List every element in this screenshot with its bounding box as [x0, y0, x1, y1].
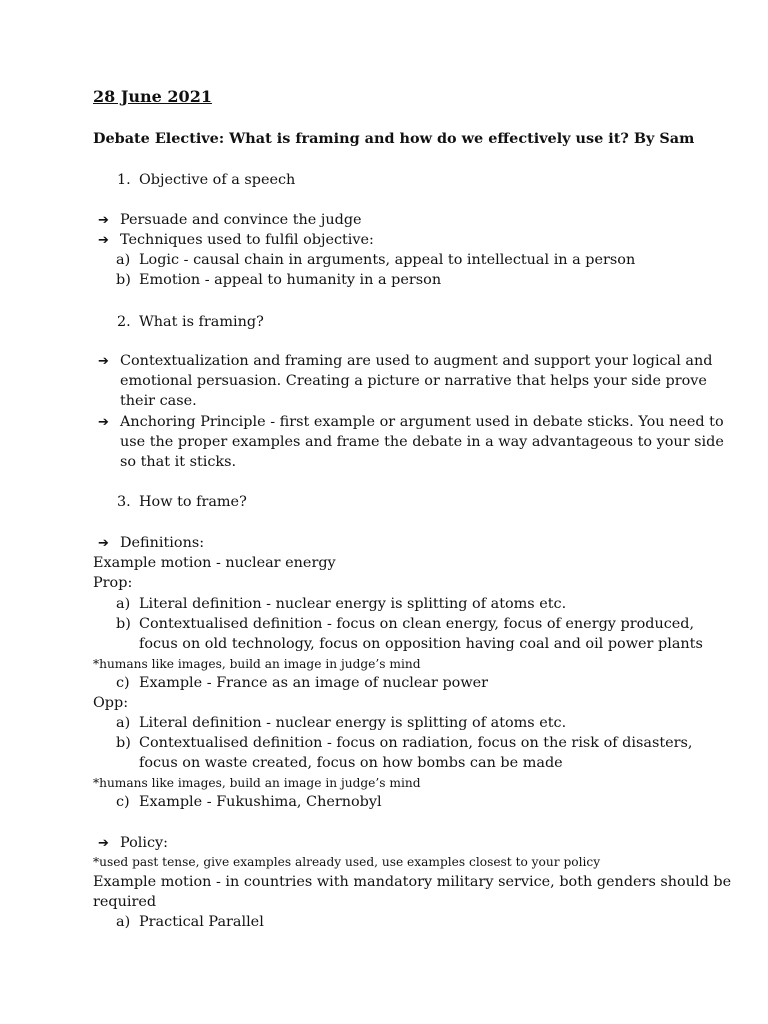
policy-item-a-marker: a) [116, 914, 131, 930]
s1-item-a-marker: a) [116, 252, 131, 268]
s1-bullet-persuade: Persuade and convince the judge [120, 212, 362, 228]
document-date: 28 June 2021 [93, 87, 212, 106]
prop-item-c-text: Example - France as an image of nuclear power [139, 675, 489, 691]
arrow-bullet-icon: ➔ [98, 415, 109, 430]
s1-item-b-text: Emotion - appeal to humanity in a person [139, 272, 442, 288]
s2-bullet-1-line-3: their case. [120, 393, 197, 409]
s2-bullet-2-line-2: use the proper examples and frame the debate in a way advantageous to your side [120, 434, 724, 450]
opp-item-b-line-2: focus on waste created, focus on how bombs can be made [139, 755, 563, 771]
s2-bullet-1-line-2: emotional persuasion. Creating a picture or narrative that helps your side prove [120, 373, 707, 389]
s2-bullet-1-line-1: Contextualization and framing are used to augment and support your logical and [120, 353, 713, 369]
prop-item-b-line-1: Contextualised definition - focus on clean energy, focus of energy produced, [139, 616, 695, 632]
section-2-heading: What is framing? [139, 314, 264, 330]
s1-bullet-techniques: Techniques used to fulfil objective: [120, 232, 374, 248]
s3-policy-motion-line-1: Example motion - in countries with mandatory military service, both genders should be [93, 874, 732, 890]
prop-item-a-text: Literal definition - nuclear energy is splitting of atoms etc. [139, 596, 567, 612]
arrow-bullet-icon: ➔ [98, 213, 109, 228]
opp-item-a-text: Literal definition - nuclear energy is splitting of atoms etc. [139, 715, 567, 731]
s3-policy-motion-line-2: required [93, 894, 157, 910]
opp-item-b-marker: b) [116, 735, 131, 751]
opp-item-c-marker: c) [116, 794, 130, 810]
section-1-number: 1. [117, 172, 131, 188]
prop-item-b-marker: b) [116, 616, 131, 632]
opp-item-b-line-1: Contextualised definition - focus on radiation, focus on the risk of disasters, [139, 735, 693, 751]
section-1-heading: Objective of a speech [139, 172, 296, 188]
prop-item-b-line-2: focus on old technology, focus on opposition having coal and oil power plants [139, 636, 703, 652]
s3-prop-label: Prop: [93, 575, 133, 591]
section-3-number: 3. [117, 494, 131, 510]
arrow-bullet-icon: ➔ [98, 233, 109, 248]
policy-item-a-text: Practical Parallel [139, 914, 264, 930]
s3-definitions-label: Definitions: [120, 535, 205, 551]
arrow-bullet-icon: ➔ [98, 536, 109, 551]
prop-item-c-marker: c) [116, 675, 130, 691]
s3-opp-label: Opp: [93, 695, 129, 711]
s1-item-a-text: Logic - causal chain in arguments, appeal to intellectual in a person [139, 252, 636, 268]
s3-policy-note: *used past tense, give examples already used, use examples closest to your policy [93, 855, 601, 869]
s1-item-b-marker: b) [116, 272, 131, 288]
opp-note: *humans like images, build an image in judge’s mind [93, 776, 421, 790]
prop-item-a-marker: a) [116, 596, 131, 612]
section-2-number: 2. [117, 314, 131, 330]
s3-policy-label: Policy: [120, 835, 169, 851]
s2-bullet-2-line-1: Anchoring Principle - first example or argument used in debate sticks. You need to [120, 414, 724, 430]
document-title: Debate Elective: What is framing and how do we effectively use it? By Sam [93, 130, 695, 147]
section-3-heading: How to frame? [139, 494, 247, 510]
prop-note: *humans like images, build an image in judge’s mind [93, 657, 421, 671]
s2-bullet-2-line-3: so that it sticks. [120, 454, 237, 470]
opp-item-c-text: Example - Fukushima, Chernobyl [139, 794, 382, 810]
opp-item-a-marker: a) [116, 715, 131, 731]
arrow-bullet-icon: ➔ [98, 836, 109, 851]
s3-example-motion: Example motion - nuclear energy [93, 555, 336, 571]
arrow-bullet-icon: ➔ [98, 354, 109, 369]
